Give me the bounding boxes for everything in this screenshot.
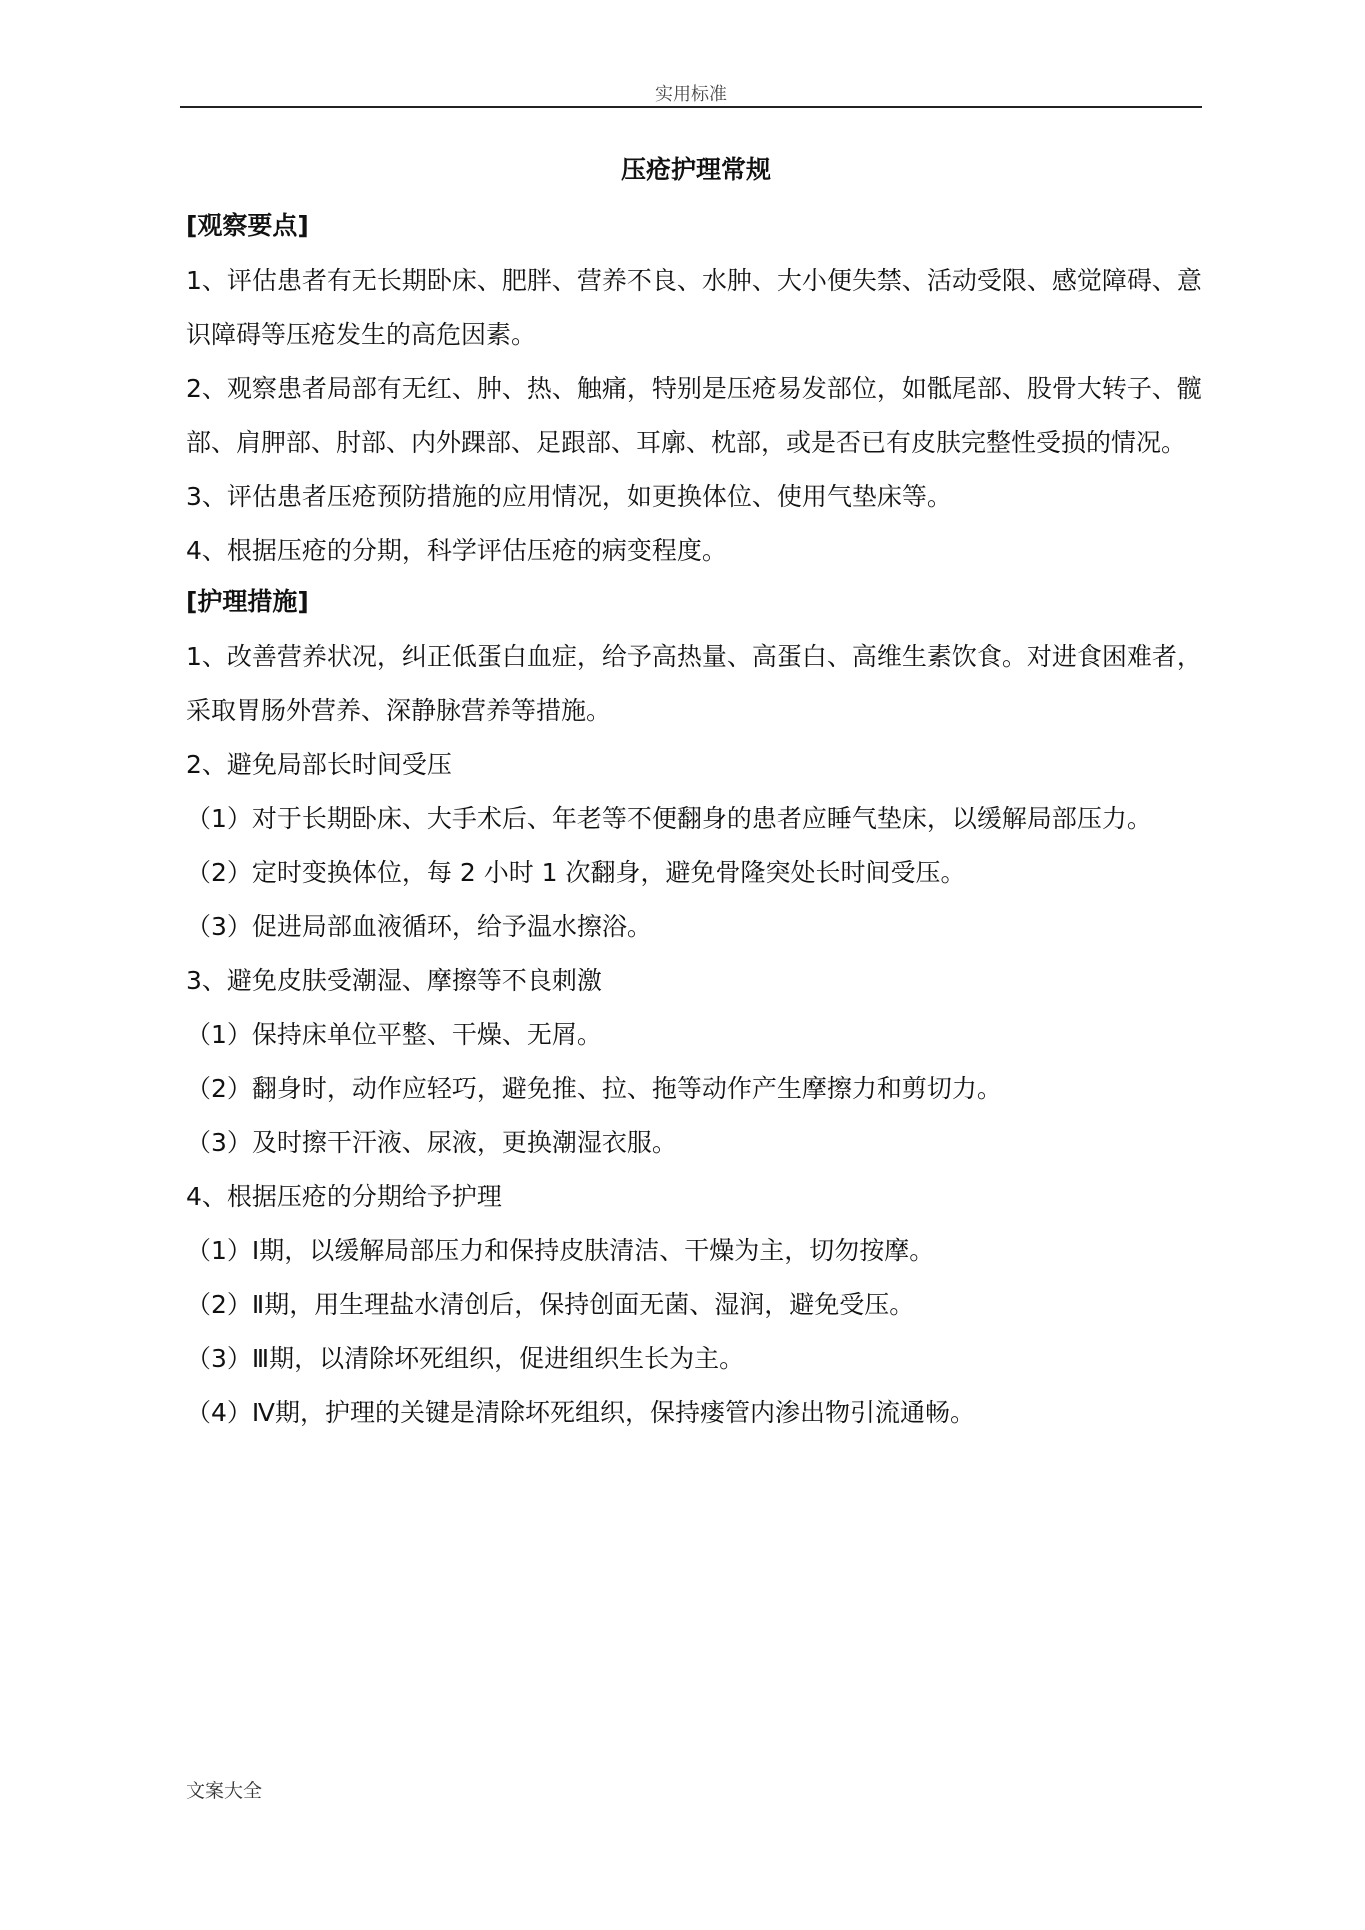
paragraph: 1、评估患者有无长期卧床、肥胖、营养不良、水肿、大小便失禁、活动受限、感觉障碍、意识障碍等压疮发生的高危因素。 bbox=[186, 266, 1202, 349]
document-title: 压疮护理常规 bbox=[620, 155, 771, 184]
section-nursing-measures bbox=[186, 578, 1206, 1440]
page-footer-text: 文案大全 bbox=[186, 1780, 263, 1802]
document-body bbox=[186, 148, 1206, 1440]
paragraph: （3）Ⅲ期，以清除坏死组织，促进组织生长为主。 bbox=[186, 1344, 745, 1373]
paragraph: （3）及时擦干汗液、尿液，更换潮湿衣服。 bbox=[186, 1128, 677, 1157]
paragraph: （1）对于长期卧床、大手术后、年老等不便翻身的患者应睡气垫床，以缓解局部压力。 bbox=[186, 804, 1152, 833]
section-heading-nursing-measures: [护理措施] bbox=[186, 587, 309, 616]
page-header-text: 实用标准 bbox=[655, 84, 727, 105]
paragraph: （1）保持床单位平整、干燥、无屑。 bbox=[186, 1020, 602, 1049]
paragraph: 1、改善营养状况，纠正低蛋白血症，给予高热量、高蛋白、高维生素饮食。对进食困难者，采取胃肠外营养、深静脉营养等措施。 bbox=[186, 642, 1202, 725]
page-header bbox=[180, 78, 1202, 108]
paragraph: 3、评估患者压疮预防措施的应用情况，如更换体位、使用气垫床等。 bbox=[186, 482, 952, 511]
paragraph: 2、观察患者局部有无红、肿、热、触痛，特别是压疮易发部位，如骶尾部、股骨大转子、髋部、肩胛部、肘部、内外踝部、足跟部、耳廓、枕部，或是否已有皮肤完整性受损的情况。 bbox=[186, 374, 1202, 457]
paragraph: （2）翻身时，动作应轻巧，避免推、拉、拖等动作产生摩擦力和剪切力。 bbox=[186, 1074, 1002, 1103]
section-heading-observation: [观察要点] bbox=[186, 211, 309, 240]
paragraph: （4）Ⅳ期，护理的关键是清除坏死组织，保持瘘管内渗出物引流通畅。 bbox=[186, 1398, 975, 1427]
paragraph: （3）促进局部血液循环，给予温水擦浴。 bbox=[186, 912, 652, 941]
paragraph: 2、避免局部长时间受压 bbox=[186, 750, 452, 779]
paragraph: （2）Ⅱ期，用生理盐水清创后，保持创面无菌、湿润，避免受压。 bbox=[186, 1290, 915, 1319]
paragraph: （2）定时变换体位，每 2 小时 1 次翻身，避免骨隆突处长时间受压。 bbox=[186, 858, 966, 887]
paragraph: 4、根据压疮的分期，科学评估压疮的病变程度。 bbox=[186, 536, 727, 565]
section-observation bbox=[186, 202, 1206, 578]
paragraph: （1）Ⅰ期，以缓解局部压力和保持皮肤清洁、干燥为主，切勿按摩。 bbox=[186, 1236, 935, 1265]
paragraph: 4、根据压疮的分期给予护理 bbox=[186, 1182, 502, 1211]
paragraph: 3、避免皮肤受潮湿、摩擦等不良刺激 bbox=[186, 966, 602, 995]
